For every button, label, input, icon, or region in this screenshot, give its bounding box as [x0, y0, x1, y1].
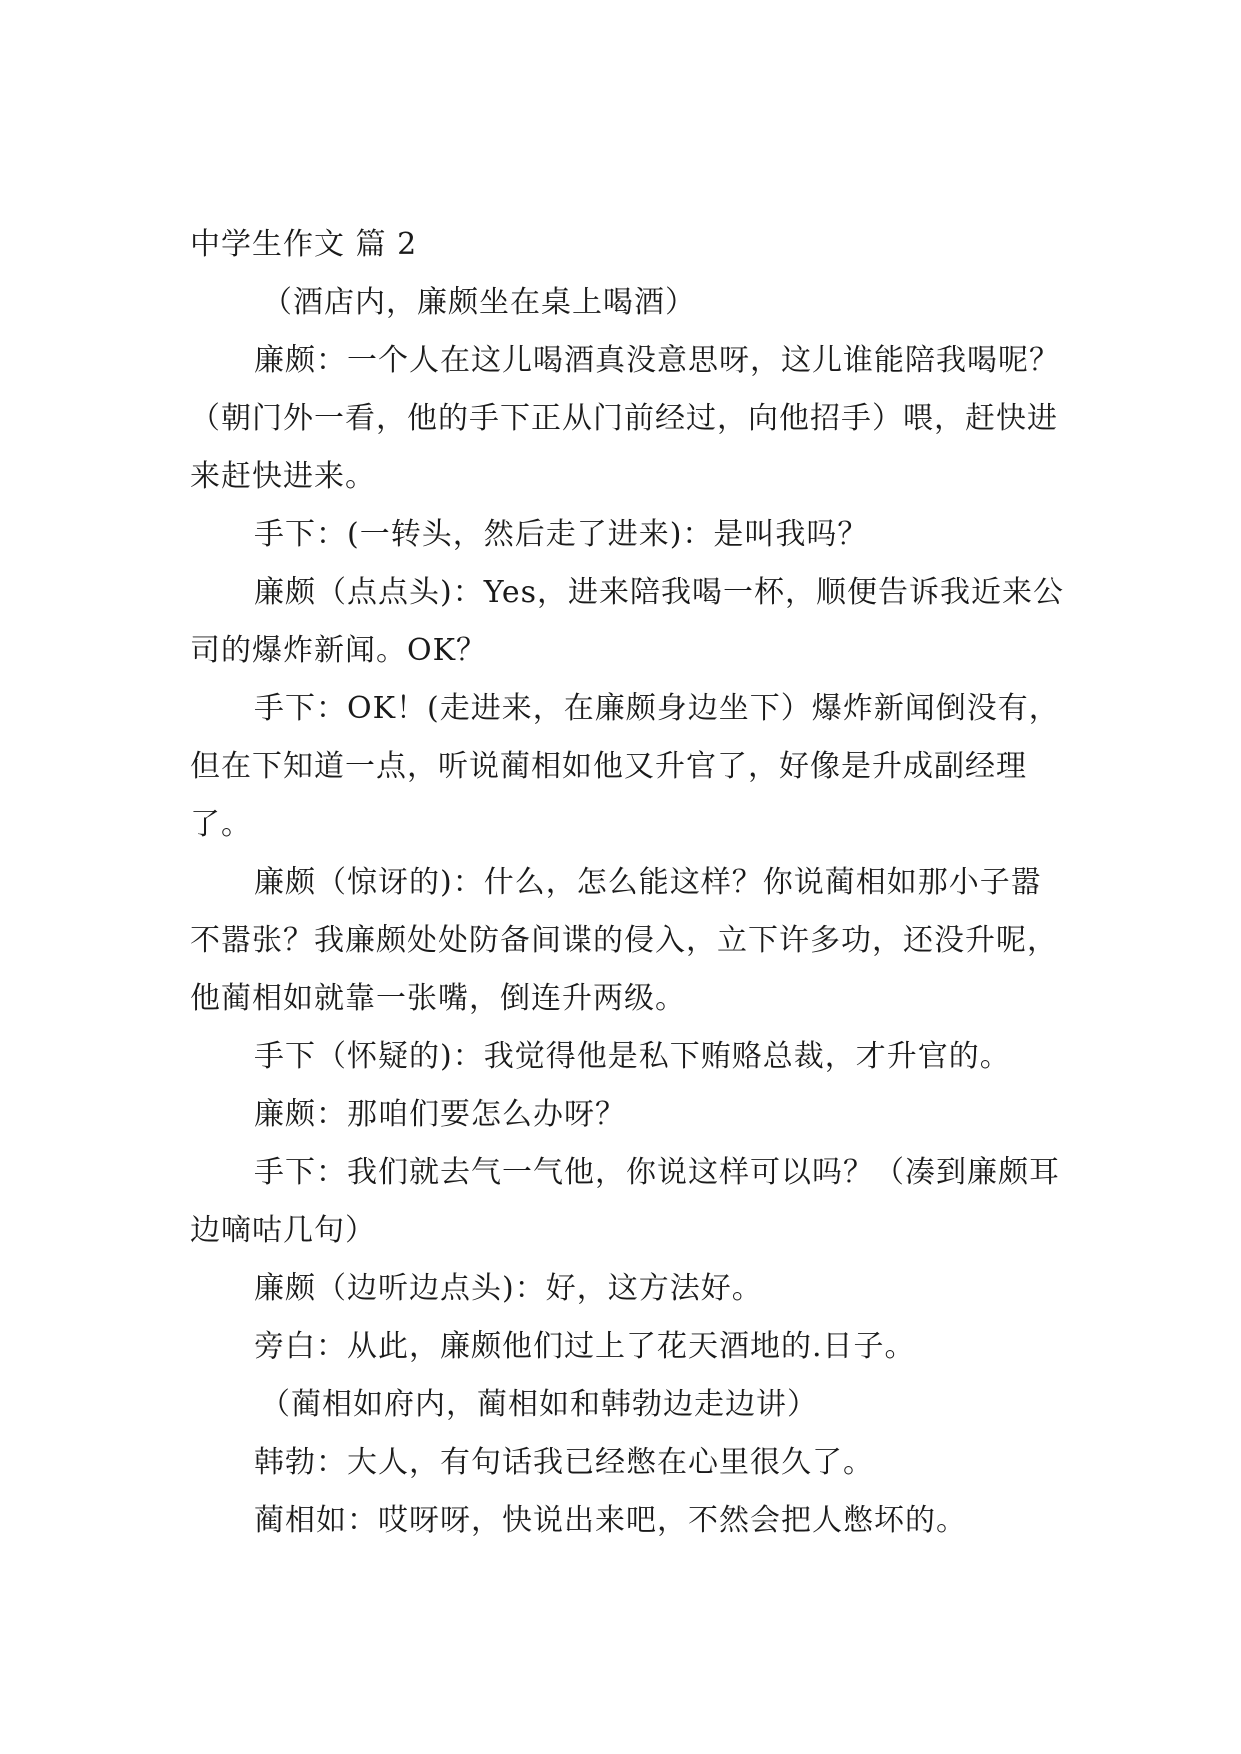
dialogue-paragraph: 廉颇（边听边点头)：好，这方法好。 — [254, 1271, 763, 1306]
dialogue-paragraph: 手下：OK！(走进来，在廉颇身边坐下）爆炸新闻倒没有，但在下知道一点，听说蔺相如他又升官了，好像是升成副经理了。 — [190, 691, 1060, 842]
dialogue-paragraph: 廉颇：那咱们要怎么办呀？ — [254, 1097, 626, 1132]
dialogue-paragraph: 手下：(一转头，然后走了进来)：是叫我吗？ — [254, 517, 869, 552]
dialogue-paragraph: 手下（怀疑的)：我觉得他是私下贿赂总裁，才升官的。 — [254, 1039, 1011, 1074]
dialogue-paragraph: 蔺相如：哎呀呀，快说出来吧，不然会把人憋坏的。 — [254, 1503, 967, 1538]
narration-paragraph: 旁白：从此，廉颇他们过上了花天酒地的.日子。 — [254, 1329, 916, 1364]
dialogue-paragraph: 手下：我们就去气一气他，你说这样可以吗？（凑到廉颇耳边嘀咕几句） — [190, 1155, 1060, 1248]
document-body — [190, 216, 1070, 1550]
stage-direction: （蔺相如府内，蔺相如和韩勃边走边讲） — [260, 1387, 818, 1422]
stage-direction: （酒店内，廉颇坐在桌上喝酒） — [262, 285, 696, 320]
document-title: 中学生作文 篇 2 — [190, 227, 418, 262]
dialogue-paragraph: 廉颇（惊讶的)：什么，怎么能这样？你说蔺相如那小子嚣不嚣张？我廉颇处处防备间谍的侵入，立下许多功，还没升呢，他蔺相如就靠一张嘴，倒连升两级。 — [190, 865, 1058, 1016]
dialogue-paragraph: 廉颇：一个人在这儿喝酒真没意思呀，这儿谁能陪我喝呢？（朝门外一看，他的手下正从门前经过，向他招手）喂，赶快进来赶快进来。 — [190, 343, 1060, 494]
dialogue-paragraph: 廉颇（点点头)：Yes，进来陪我喝一杯，顺便告诉我近来公司的爆炸新闻。OK？ — [190, 575, 1065, 668]
dialogue-paragraph: 韩勃：大人，有句话我已经憋在心里很久了。 — [254, 1445, 874, 1480]
